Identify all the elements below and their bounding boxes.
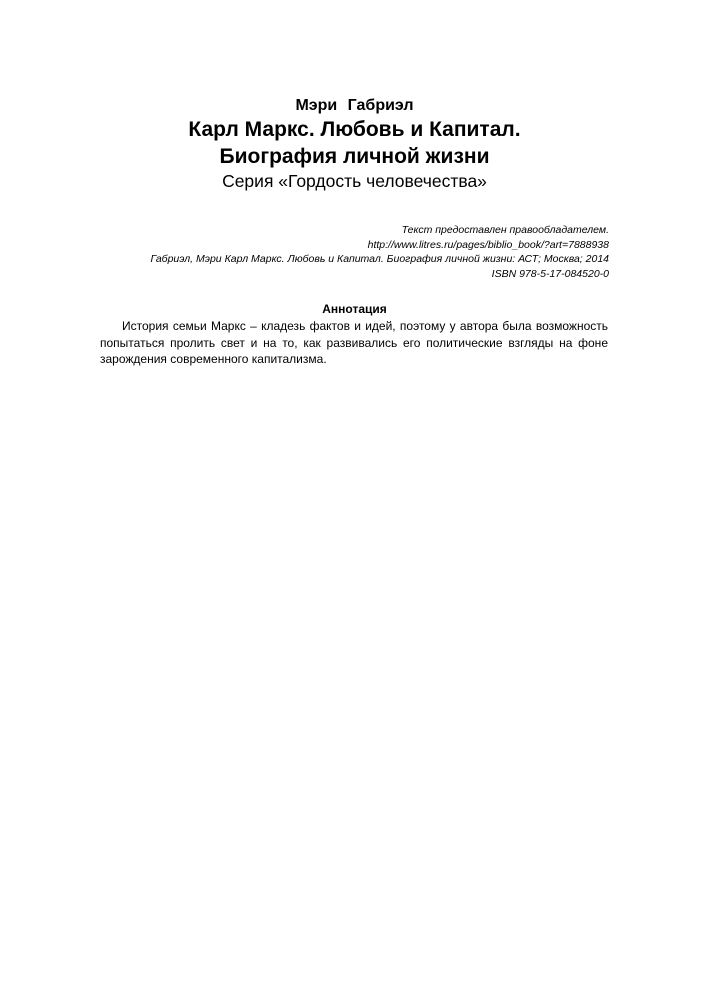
title-block bbox=[0, 96, 709, 192]
annotation-text: История семьи Маркс – кладезь фактов и идей, поэтому у автора была возможность попытаться пролить свет и на то, как развивались его политические взгляды на фоне зарождения современного капитализма. bbox=[100, 319, 608, 366]
book-title-line-2: Биография личной жизни bbox=[219, 145, 490, 168]
publication-info bbox=[150, 223, 609, 281]
rights-notice: Текст предоставлен правообладателем. bbox=[401, 224, 609, 236]
annotation-heading: Аннотация bbox=[322, 302, 387, 316]
source-url: http://www.litres.ru/pages/biblio_book/?art=7888938 bbox=[367, 238, 609, 251]
book-title-line-1: Карл Маркс. Любовь и Капитал. bbox=[188, 118, 521, 141]
isbn: ISBN 978-5-17-084520-0 bbox=[491, 267, 609, 280]
bibliographic-citation: Габриэл, Мэри Карл Маркс. Любовь и Капитал. Биография личной жизни: АСТ; Москва; 2014 bbox=[150, 253, 609, 265]
book-series: Серия «Гордость человечества» bbox=[222, 171, 487, 191]
author-name: Мэри Габриэл bbox=[295, 97, 414, 114]
